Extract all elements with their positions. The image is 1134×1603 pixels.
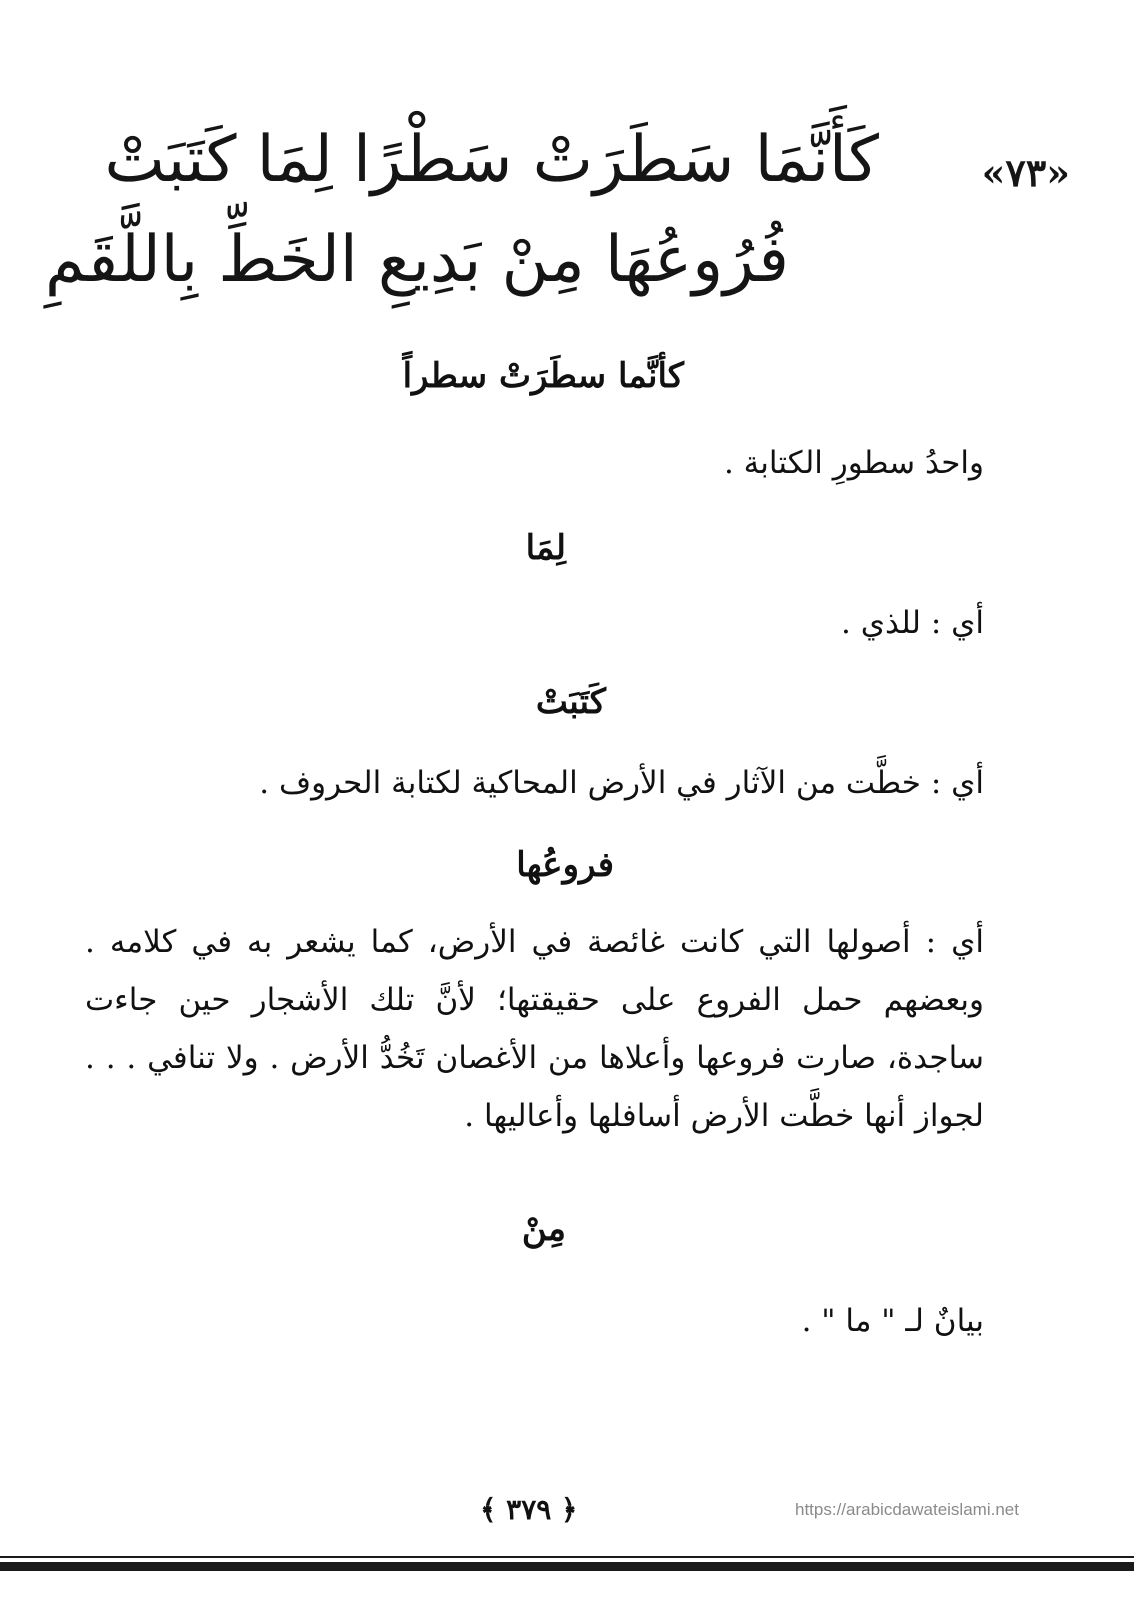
verse-number: «٧٣» [981, 150, 1070, 195]
section-text: بيانٌ لـ " ما " . [801, 1303, 984, 1339]
footer-border [0, 1562, 1134, 1571]
page-number: ﴿ ٣٧٩ ﴾ [480, 1493, 578, 1526]
watermark-url: https://arabicdawateislami.net [795, 1500, 1019, 1519]
verse-line-1: كَأَنَّمَا سَطَرَتْ سَطْرًا لِمَا كَتَبَتْ [104, 123, 879, 197]
section-heading: مِنْ [521, 1209, 566, 1249]
footer-divider [0, 1556, 1134, 1558]
section-text: واحدُ سطورِ الكتابة . [723, 445, 984, 481]
section-text: أي : خطَّت من الآثار في الأرض المحاكية لكتابة الحروف . [259, 765, 984, 801]
section-heading: فروعُها [516, 845, 614, 885]
section-paragraph: أي : أصولها التي كانت غائصة في الأرض، كما يشعر به في كلامه . وبعضهم حمل الفروع على حقيقتها؛ لأنَّ تلك الأشجار حين جاءت ساجدة، صارت فروعها وأعلاها من الأغصان تَخُدُّ الأرض . ولا تنافي . . . لجواز أنها خطَّت الأرض أسافلها وأعاليها . [85, 924, 984, 1134]
section-heading: كَتَبَتْ [535, 682, 606, 722]
section-heading: لِمَا [525, 528, 566, 568]
section-heading: كأنَّما سطَرَتْ سطراً [402, 356, 684, 396]
verse-line-2: فُرُوعُهَا مِنْ بَدِيعِ الخَطِّ بِاللَّقَمِ [45, 223, 789, 297]
section-text: أي : للذي . [841, 605, 984, 641]
